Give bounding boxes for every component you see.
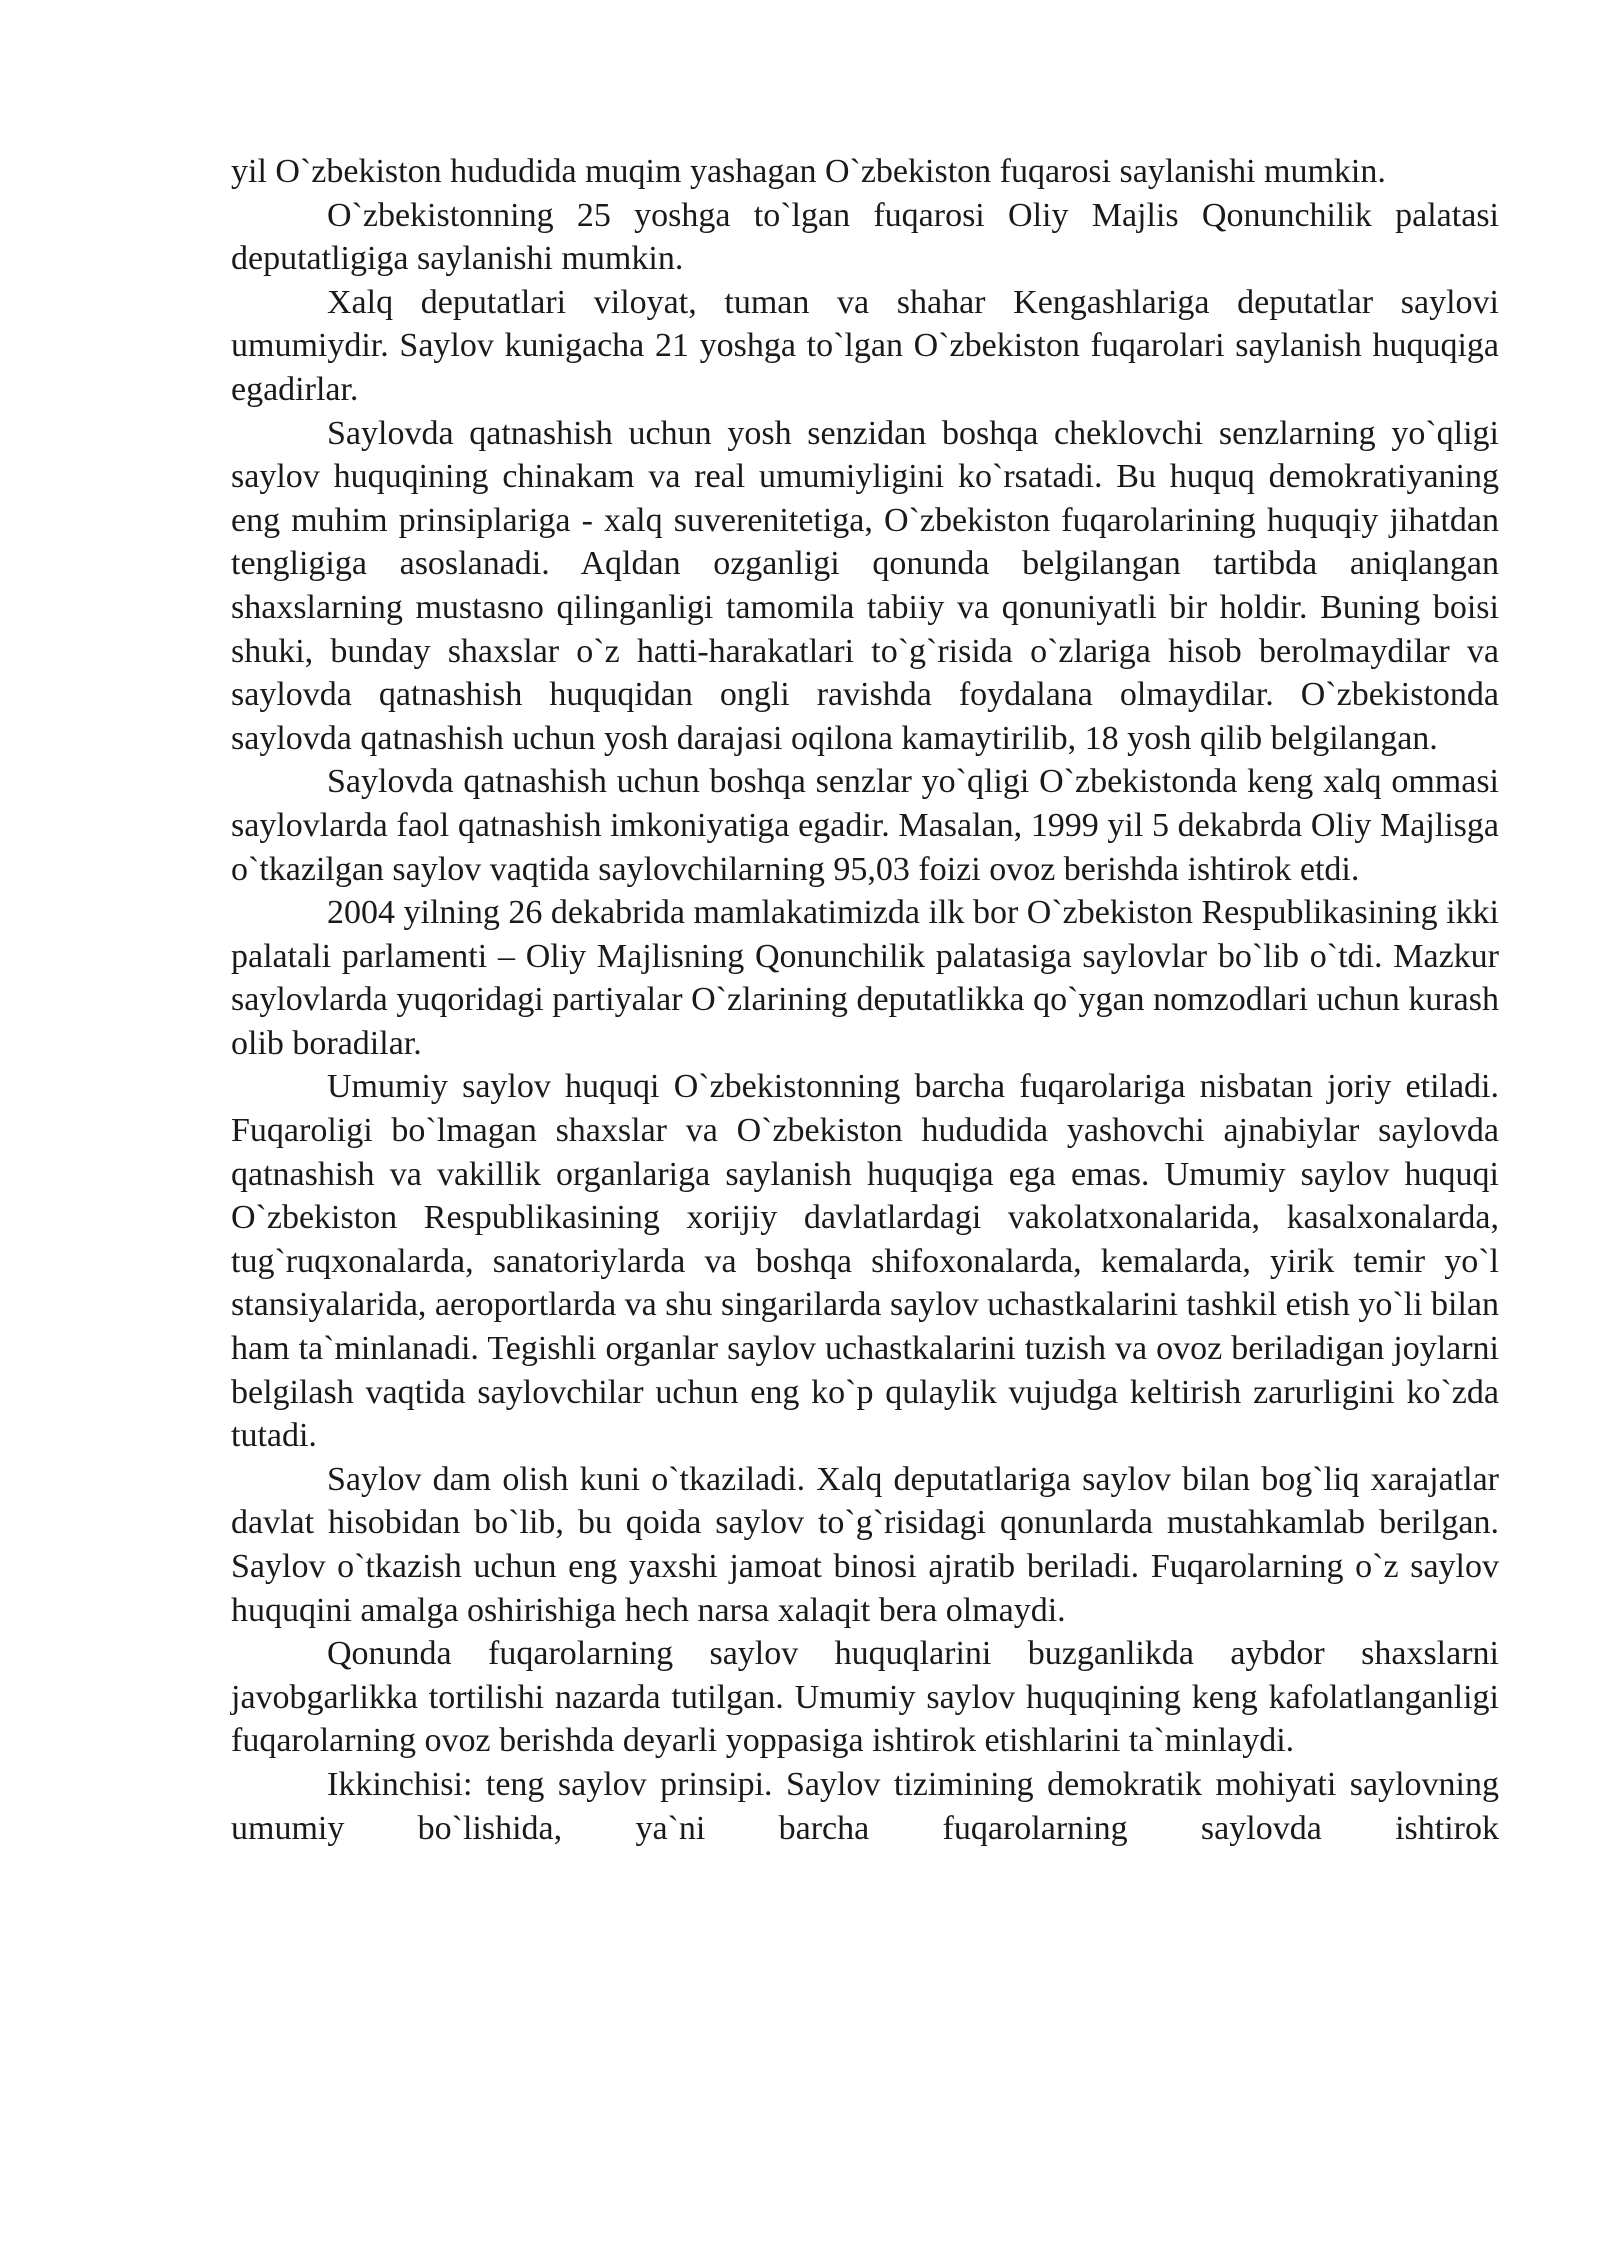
paragraph: O`zbekistonning 25 yoshga to`lgan fuqarosi Oliy Majlis Qonunchilik palatasi deputatligiga saylanishi mumkin. [231,196,1499,278]
paragraph: Qonunda fuqarolarning saylov huquqlarini buzganlikda aybdor shaxslarni javobgarlikka tortilishi nazarda tutilgan. Umumiy saylov huquqining keng kafolatlanganligi fuqarolarning ovoz berishda deyarli yoppasiga ishtirok etishlarini ta`minlaydi. [231,1635,1499,1760]
paragraph: Saylovda qatnashish uchun boshqa senzlar yo`qligi O`zbekistonda keng xalq ommasi saylovlarda faol qatnashish imkoniyatiga egadir. Masalan, 1999 yil 5 dekabrda Oliy Majlisga o`tkazilgan saylov vaqtida saylovchilarning 95,03 foizi ovoz berishda ishtirok etdi. [231,763,1499,888]
paragraph: 2004 yilning 26 dekabrida mamlakatimizda ilk bor O`zbekiston Respublikasining ikki palatali parlamenti – Oliy Majlisning Qonunchilik palatasiga saylovlar bo`lib o`tdi. Mazkur saylovlarda yuqoridagi partiyalar O`zlarining deputatlikka qo`ygan nomzodlari uchun kurash olib boradilar. [231,894,1499,1062]
paragraph: Saylov dam olish kuni o`tkaziladi. Xalq deputatlariga saylov bilan bog`liq xarajatlar davlat hisobidan bo`lib, bu qoida saylov to`g`risidagi qonunlarda mustahkamlab berilgan. Saylov o`tkazish uchun eng yaxshi jamoat binosi ajratib beriladi. Fuqarolarning o`z saylov huquqini amalga oshirishiga hech narsa xalaqit bera olmaydi. [231,1460,1499,1629]
paragraph: Saylovda qatnashish uchun yosh senzidan boshqa cheklovchi senzlarning yo`qligi saylov huquqining chinakam va real umumiyligini ko`rsatadi. Bu huquq demokratiyaning eng muhim prinsiplariga - xalq suverenitetiga, O`zbekiston fuqarolarining huquqiy jihatdan tengligiga asoslanadi. Aqldan ozganligi qonunda belgilangan tartibda aniqlangan shaxslarning mustasno qilinganligi tamomila tabiiy va qonuniyatli bir holdir. Buning boisi shuki, bunday shaxslar o`z hatti-harakatlari to`g`risida o`zlariga hisob berolmaydilar va saylovda qatnashish huquqidan ongli ravishda foydalana olmaydilar. O`zbekistonda saylovda qatnashish uchun yosh darajasi oqilona kamaytirilib, 18 yosh qilib belgilangan. [231,414,1499,757]
paragraph: Umumiy saylov huquqi O`zbekistonning barcha fuqarolariga nisbatan joriy etiladi. Fuqaroligi bo`lmagan shaxslar va O`zbekiston hududida yashovchi ajnabiylar saylovda qatnashish va vakillik organlariga saylanish huquqiga ega emas. Umumiy saylov huquqi O`zbekiston Respublikasining xorijiy davlatlardagi vakolatxonalarida, kasalxonalarda, tug`ruqxonalarda, sanatoriylarda va boshqa shifoxonalarda, kemalarda, yirik temir yo`l stansiyalarida, aeroportlarda va shu singarilarda saylov uchastkalarini tashkil etish yo`li bilan ham ta`minlanadi. Tegishli organlar saylov uchastkalarini tuzish va ovoz beriladigan joylarni belgilash vaqtida saylovchilar uchun eng ko`p qulaylik vujudga keltirish zarurligini ko`zda tutadi. [231,1068,1500,1455]
paragraph-truncated: Ikkinchisi: teng saylov prinsipi. Saylov tizimining demokratik mohiyati saylovning umumiy bo`lishida, ya`ni barcha fuqarolarning saylovda ishtirok [231,1765,1499,1847]
paragraph: Xalq deputatlari viloyat, tuman va shahar Kengashlariga deputatlar saylovi umumiydir. Saylov kunigacha 21 yoshga to`lgan O`zbekiston fuqarolari saylanish huquqiga egadirlar. [231,283,1499,408]
document-page [231,150,1499,1850]
paragraph-continued: yil O`zbekiston hududida muqim yashagan O`zbekiston fuqarosi saylanishi mumkin. [231,153,1386,190]
